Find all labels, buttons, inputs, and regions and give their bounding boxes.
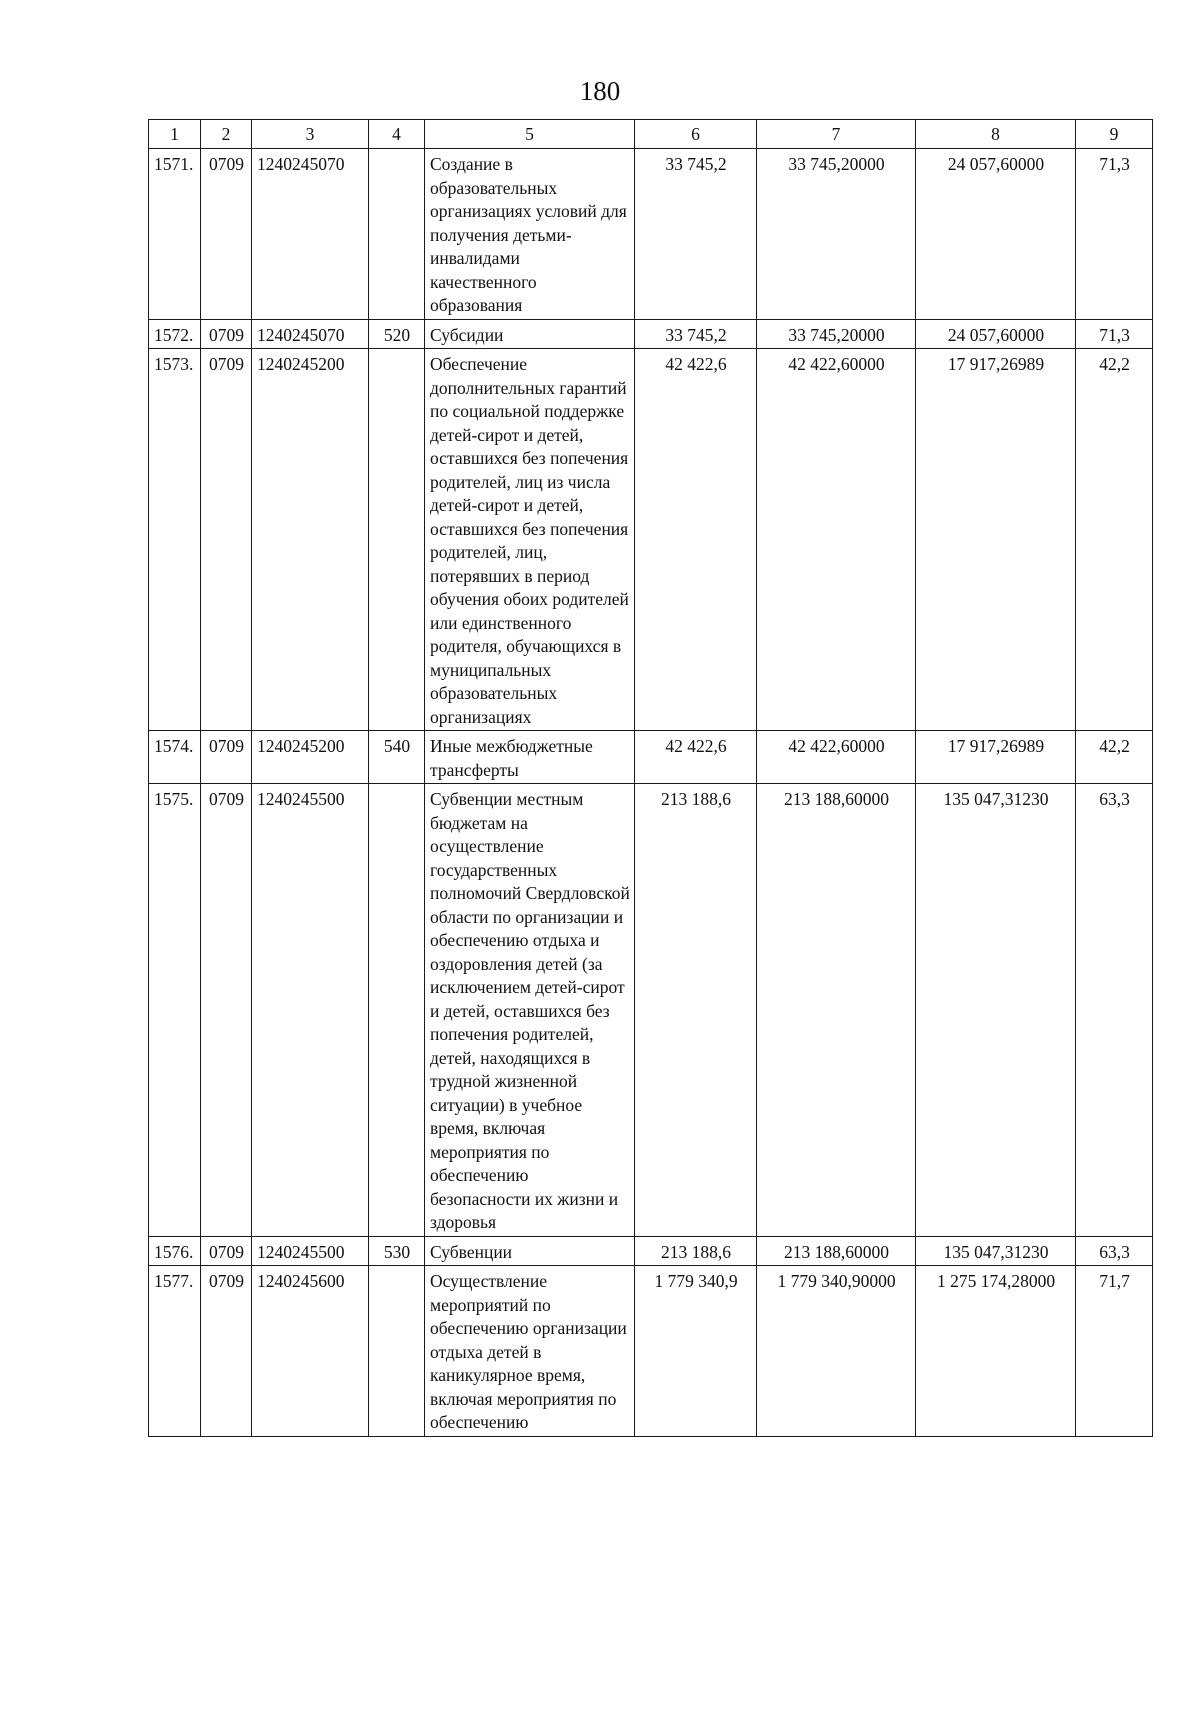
header-cell: 7: [757, 120, 916, 149]
header-cell: 3: [252, 120, 369, 149]
row-number: 1573.: [149, 349, 201, 731]
header-cell: 5: [425, 120, 635, 149]
table-row: [149, 784, 1153, 1237]
executed-amount: 135 047,31230: [916, 1236, 1076, 1266]
section-code: 0709: [201, 319, 252, 349]
item-name: Иные межбюджетные трансферты: [425, 731, 635, 784]
refined-amount: 42 422,60000: [757, 349, 916, 731]
row-number: 1577.: [149, 1266, 201, 1437]
expense-type: 530: [369, 1236, 425, 1266]
executed-amount: 135 047,31230: [916, 784, 1076, 1237]
section-code: 0709: [201, 149, 252, 320]
row-number: 1571.: [149, 149, 201, 320]
item-name: Субвенции: [425, 1236, 635, 1266]
target-code: 1240245500: [252, 784, 369, 1237]
expense-type: [369, 784, 425, 1237]
item-name: Осуществление мероприятий по обеспечению организации отдыха детей в каникулярное время, включая мероприятия по обеспечению: [425, 1266, 635, 1437]
execution-percent: 63,3: [1076, 784, 1153, 1237]
refined-amount: 1 779 340,90000: [757, 1266, 916, 1437]
plan-amount: 42 422,6: [635, 731, 757, 784]
item-name: Обеспечение дополнительных гарантий по социальной поддержке детей-сирот и детей, оставшихся без попечения родителей, лиц из числа детей-сирот и детей, оставшихся без попечения родителей, лиц, потерявших в период обучения обоих родителей или единственного родителя, обучающихся в муниципальных образовательных организациях: [425, 349, 635, 731]
section-code: 0709: [201, 1266, 252, 1437]
header-cell: 1: [149, 120, 201, 149]
refined-amount: 33 745,20000: [757, 149, 916, 320]
item-name: Создание в образовательных организациях условий для получения детьми-инвалидами качественного образования: [425, 149, 635, 320]
execution-percent: 42,2: [1076, 731, 1153, 784]
execution-percent: 71,7: [1076, 1266, 1153, 1437]
budget-table: [148, 119, 1153, 1437]
refined-amount: 213 188,60000: [757, 1236, 916, 1266]
expense-type: 520: [369, 319, 425, 349]
execution-percent: 42,2: [1076, 349, 1153, 731]
row-number: 1574.: [149, 731, 201, 784]
target-code: 1240245070: [252, 319, 369, 349]
expense-type: 540: [369, 731, 425, 784]
page-number: 180: [579, 76, 621, 106]
target-code: 1240245500: [252, 1236, 369, 1266]
plan-amount: 213 188,6: [635, 1236, 757, 1266]
executed-amount: 24 057,60000: [916, 149, 1076, 320]
refined-amount: 42 422,60000: [757, 731, 916, 784]
row-number: 1575.: [149, 784, 201, 1237]
target-code: 1240245200: [252, 349, 369, 731]
header-cell: 6: [635, 120, 757, 149]
table-row: [149, 349, 1153, 731]
header-cell: 2: [201, 120, 252, 149]
table-row: [149, 1266, 1153, 1437]
execution-percent: 63,3: [1076, 1236, 1153, 1266]
table-row: [149, 149, 1153, 320]
plan-amount: 42 422,6: [635, 349, 757, 731]
execution-percent: 71,3: [1076, 319, 1153, 349]
plan-amount: 33 745,2: [635, 149, 757, 320]
target-code: 1240245070: [252, 149, 369, 320]
header-row: [149, 120, 1153, 149]
expense-type: [369, 1266, 425, 1437]
section-code: 0709: [201, 1236, 252, 1266]
plan-amount: 1 779 340,9: [635, 1266, 757, 1437]
plan-amount: 33 745,2: [635, 319, 757, 349]
section-code: 0709: [201, 784, 252, 1237]
plan-amount: 213 188,6: [635, 784, 757, 1237]
table-row: [149, 731, 1153, 784]
execution-percent: 71,3: [1076, 149, 1153, 320]
executed-amount: 17 917,26989: [916, 731, 1076, 784]
target-code: 1240245600: [252, 1266, 369, 1437]
executed-amount: 24 057,60000: [916, 319, 1076, 349]
header-cell: 9: [1076, 120, 1153, 149]
expense-type: [369, 349, 425, 731]
section-code: 0709: [201, 349, 252, 731]
table-row: [149, 1236, 1153, 1266]
executed-amount: 17 917,26989: [916, 349, 1076, 731]
refined-amount: 33 745,20000: [757, 319, 916, 349]
header-cell: 4: [369, 120, 425, 149]
row-number: 1572.: [149, 319, 201, 349]
executed-amount: 1 275 174,28000: [916, 1266, 1076, 1437]
item-name: Субвенции местным бюджетам на осуществление государственных полномочий Свердловской области по организации и обеспечению отдыха и оздоровления детей (за исключением детей-сирот и детей, оставшихся без попечения родителей, детей, находящихся в трудной жизненной ситуации) в учебное время, включая мероприятия по обеспечению безопасности их жизни и здоровья: [425, 784, 635, 1237]
target-code: 1240245200: [252, 731, 369, 784]
section-code: 0709: [201, 731, 252, 784]
item-name: Субсидии: [425, 319, 635, 349]
expense-type: [369, 149, 425, 320]
header-cell: 8: [916, 120, 1076, 149]
table-row: [149, 319, 1153, 349]
refined-amount: 213 188,60000: [757, 784, 916, 1237]
row-number: 1576.: [149, 1236, 201, 1266]
